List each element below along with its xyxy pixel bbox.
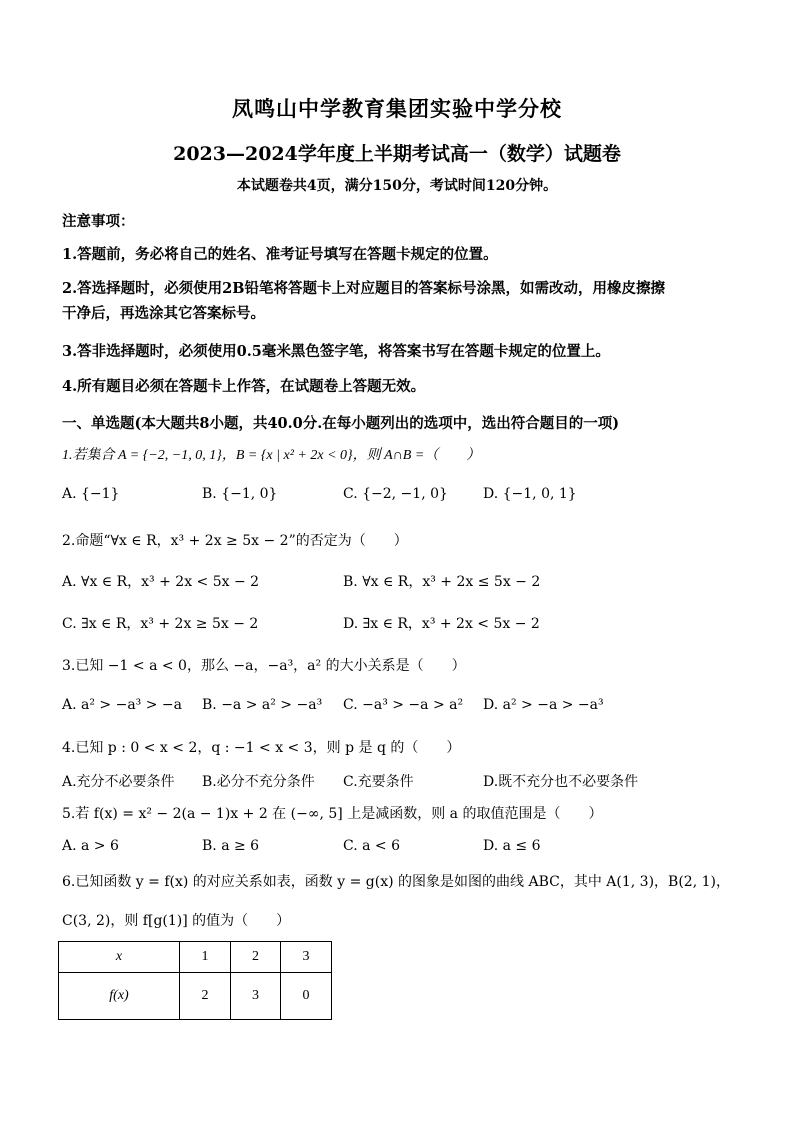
q1-option-c: C. {−2, −1, 0}: [343, 486, 448, 502]
q5-option-d: D. a ≤ 6: [483, 838, 541, 854]
q4-option-a: A.充分不必要条件: [62, 774, 175, 790]
table-row: [59, 973, 332, 1020]
table-cell: 2: [180, 973, 231, 1020]
table-cell: 0: [281, 973, 332, 1020]
note-item-2-cont: 干净后，再选涂其它答案标号。: [62, 305, 265, 322]
question-6-stem: 6.已知函数 y = f(x) 的对应关系如表，函数 y = g(x) 的图象是如图的曲线 ABC，其中 A(1, 3)，B(2, 1)，: [62, 874, 730, 890]
school-title: 凤鸣山中学教育集团实验中学分校: [232, 96, 562, 121]
q4-option-c: C.充要条件: [343, 774, 414, 790]
question-2-stem: 2.命题“∀x ∈ R，x³ + 2x ≥ 5x − 2”的否定为（ ）: [62, 533, 408, 549]
exam-info: 本试题卷共4页，满分150分，考试时间120分钟。: [236, 178, 558, 194]
q2-option-d: D. ∃x ∈ R，x³ + 2x < 5x − 2: [343, 616, 540, 632]
note-item-1: 1.答题前，务必将自己的姓名、准考证号填写在答题卡规定的位置。: [62, 246, 498, 263]
q2-option-c: C. ∃x ∈ R，x³ + 2x ≥ 5x − 2: [62, 616, 259, 632]
q3-option-d: D. a² > −a > −a³: [483, 697, 604, 713]
question-6-stem-cont: C(3, 2)，则 f[g(1)] 的值为（ ）: [62, 913, 291, 929]
q3-option-a: A. a² > −a³ > −a: [62, 697, 182, 713]
question-4-stem: 4.已知 p : 0 < x < 2，q : −1 < x < 3，则 p 是 q 的（ ）: [62, 740, 461, 756]
q2-option-a: A. ∀x ∈ R，x³ + 2x < 5x − 2: [62, 574, 260, 590]
table-header-cell: 3: [281, 942, 332, 973]
q3-option-b: B. −a > a² > −a³: [202, 697, 323, 713]
section-heading: 一、单选题(本大题共8小题，共40.0分.在每小题列出的选项中，选出符合题目的一项): [62, 415, 620, 432]
q5-option-c: C. a < 6: [343, 838, 400, 854]
table-row: [59, 942, 332, 973]
exam-title: 2023—2024学年度上半期考试高一（数学）试题卷: [173, 143, 621, 165]
table-cell: f(x): [59, 973, 180, 1020]
q4-option-b: B.必分不充分条件: [202, 774, 315, 790]
q1-option-a: A. {−1}: [62, 486, 120, 502]
note-item-3: 3.答非选择题时，必须使用0.5毫米黑色签字笔，将答案书写在答题卡规定的位置上。: [62, 343, 610, 360]
q5-option-a: A. a > 6: [62, 838, 119, 854]
table-header-cell: x: [59, 942, 180, 973]
q5-option-b: B. a ≥ 6: [202, 838, 260, 854]
function-table: [58, 941, 332, 1020]
question-1-stem: 1.若集合 A = {−2, −1, 0, 1}，B = {x | x² + 2x < 0}，则 A∩B =（ ）: [62, 448, 481, 463]
q3-option-c: C. −a³ > −a > a²: [343, 697, 464, 713]
table-header-cell: 2: [231, 942, 281, 973]
q1-option-b: B. {−1, 0}: [202, 486, 278, 502]
q1-option-d: D. {−1, 0, 1}: [483, 486, 577, 502]
table-cell: 3: [231, 973, 281, 1020]
note-item-2: 2.答选择题时，必须使用2B铅笔将答题卡上对应题目的答案标号涂黑，如需改动，用橡皮擦擦: [62, 280, 665, 297]
q4-option-d: D.既不充分也不必要条件: [483, 774, 639, 790]
notes-heading: 注意事项：: [62, 213, 135, 230]
note-item-4: 4.所有题目必须在答题卡上作答，在试题卷上答题无效。: [62, 378, 426, 395]
question-3-stem: 3.已知 −1 < a < 0，那么 −a，−a³，a² 的大小关系是（ ）: [62, 658, 466, 674]
q2-option-b: B. ∀x ∈ R，x³ + 2x ≤ 5x − 2: [343, 574, 541, 590]
table-header-cell: 1: [180, 942, 231, 973]
question-5-stem: 5.若 f(x) = x² − 2(a − 1)x + 2 在 (−∞, 5] 上是减函数，则 a 的取值范围是（ ）: [62, 806, 603, 822]
